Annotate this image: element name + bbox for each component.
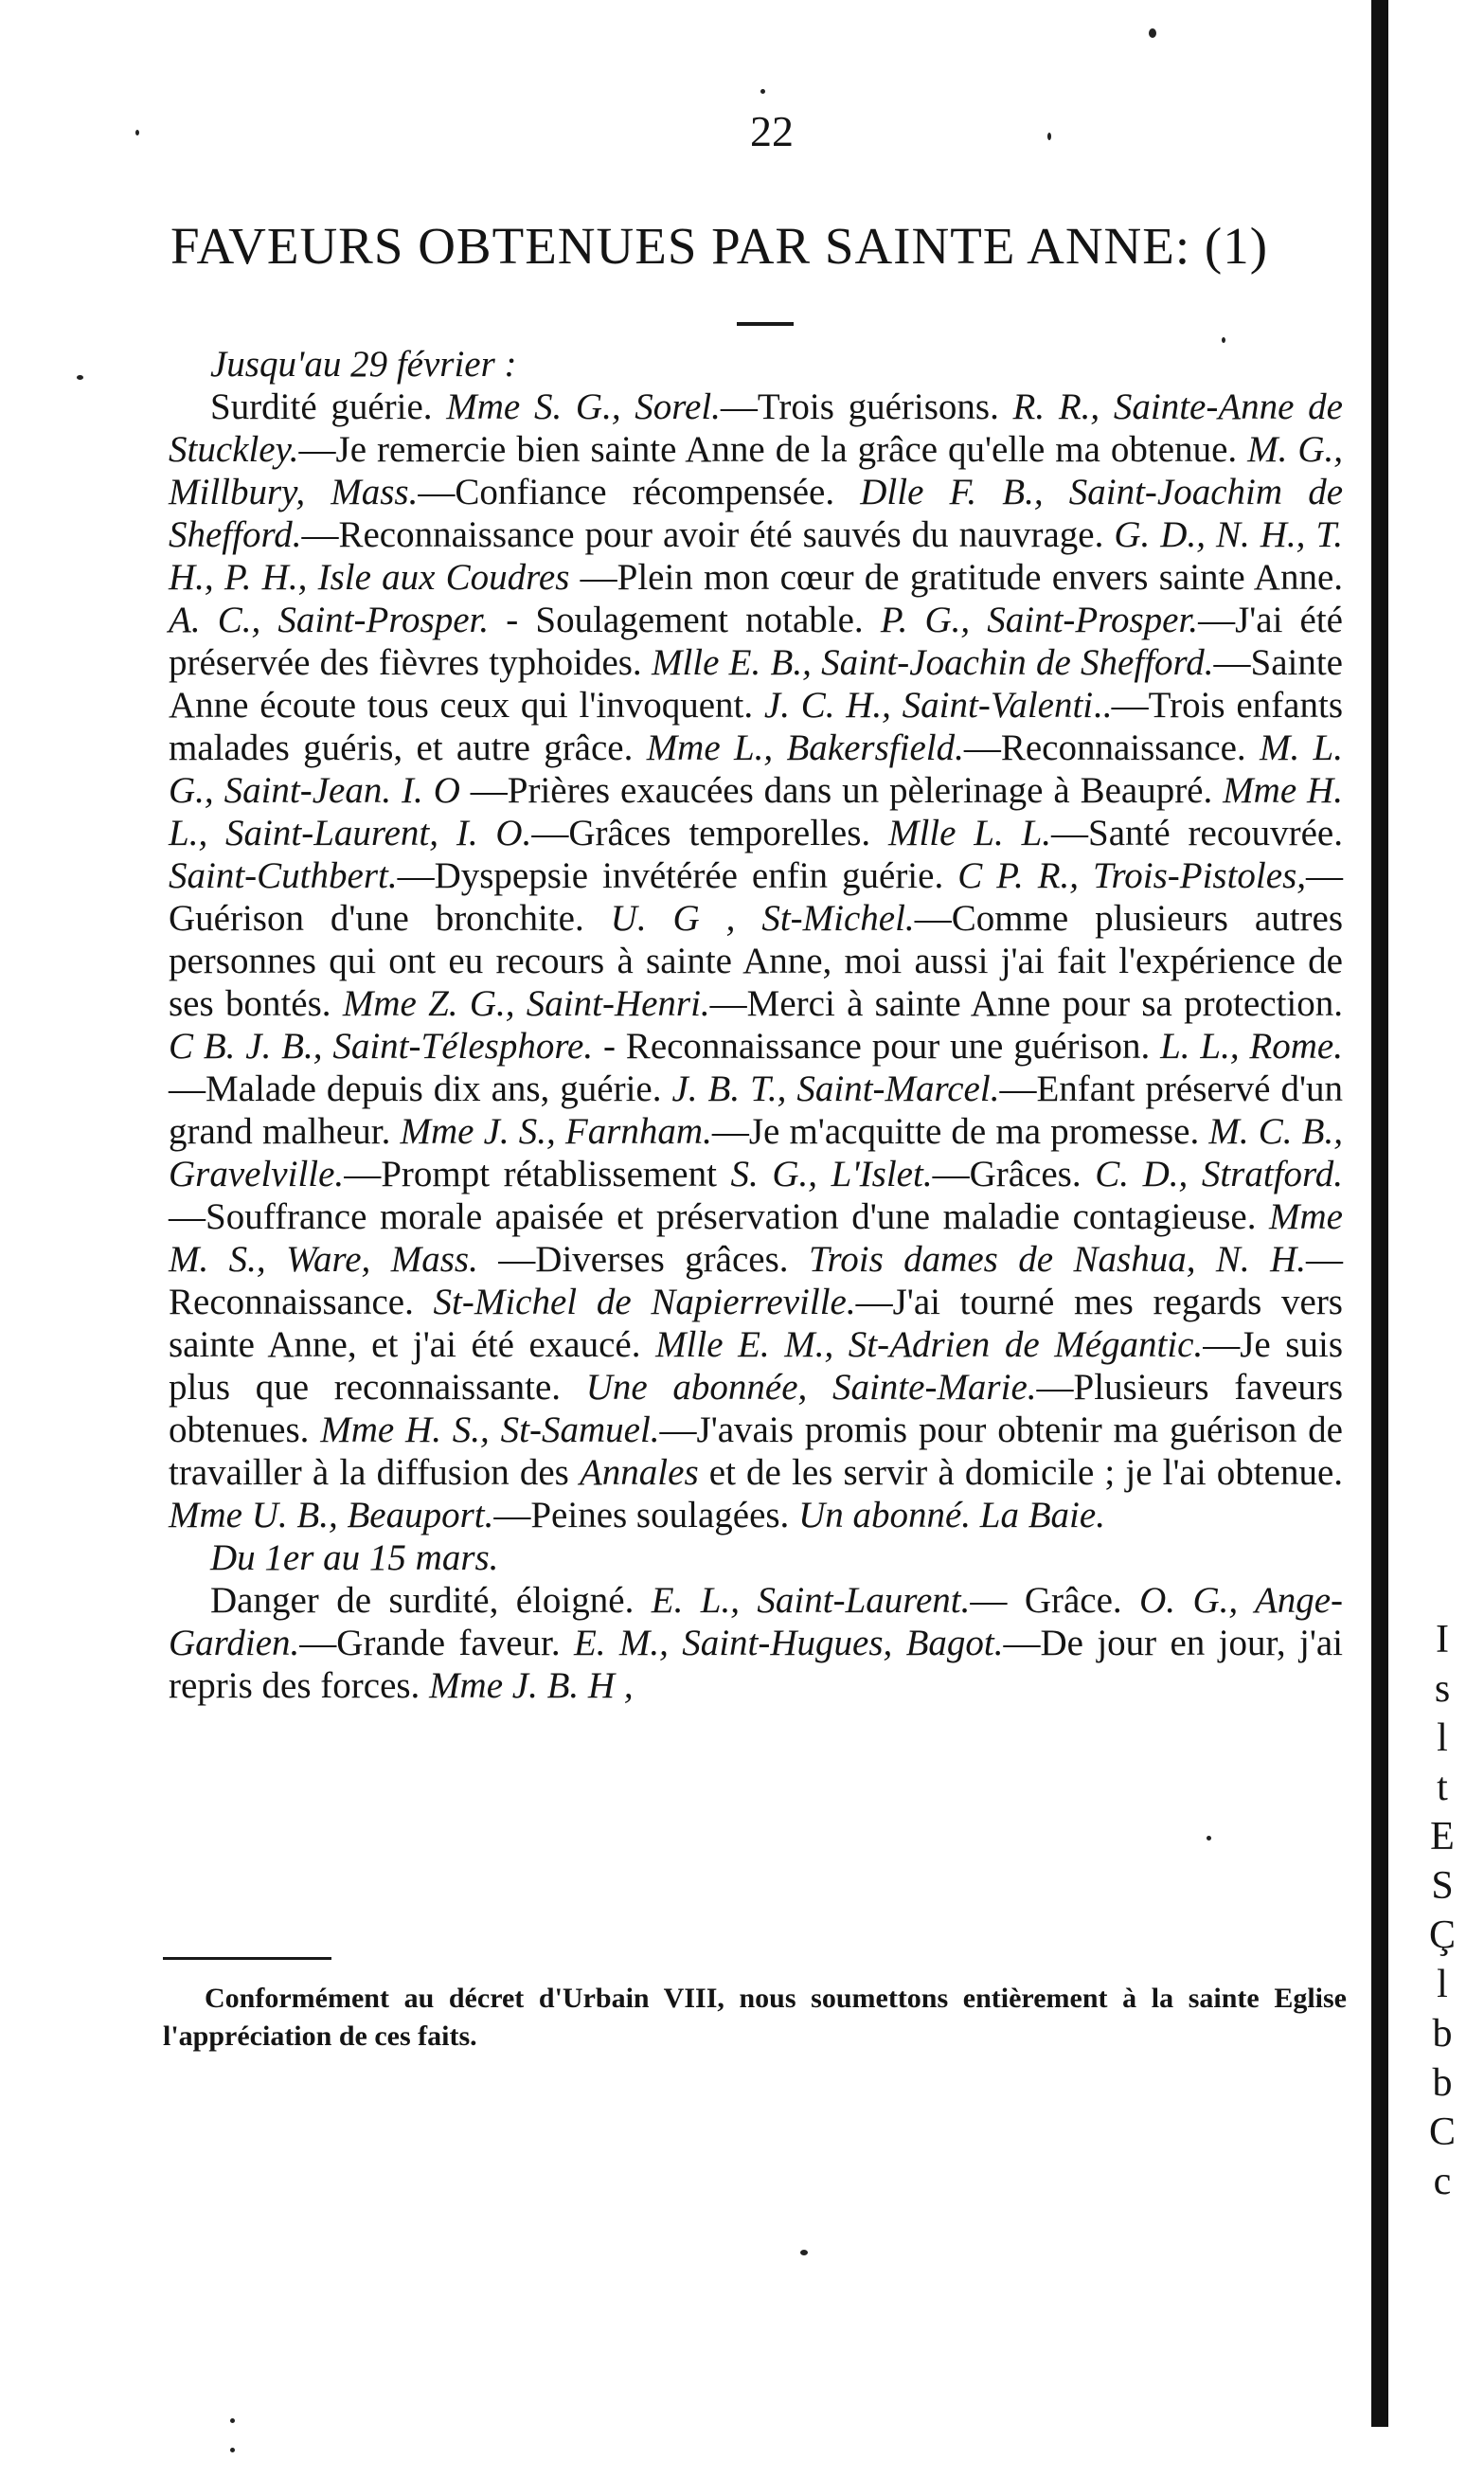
italic-attribution: C P. R., Trois-Pistoles,: [957, 855, 1306, 896]
print-speck: [230, 2448, 235, 2452]
italic-attribution: J. C. H., Saint-Valenti: [763, 685, 1094, 726]
italic-attribution: C B. J. B., Saint-Télesphore.: [169, 1026, 594, 1067]
text-run: —J'ai été préservée des fièvres typhoides.: [169, 600, 1343, 683]
italic-attribution: Dlle F. B., Saint-Joachim de Shefford.: [169, 472, 1344, 555]
italic-attribution: Une abonnée, Sainte-Marie.: [585, 1367, 1037, 1408]
print-speck: [77, 375, 83, 380]
text-run: —Enfant préservé d'un grand malheur.: [169, 1068, 1343, 1152]
text-run: —Souffrance morale apaisée et préservation d'une maladie contagieuse.: [169, 1196, 1270, 1237]
text-run: —Santé recouvrée.: [1051, 813, 1343, 853]
heading-dash: [737, 322, 794, 326]
italic-attribution: P. G., Saint-Prosper.: [880, 600, 1199, 640]
italic-attribution: Mme H. S., St-Samuel.: [320, 1410, 660, 1450]
text-run: —J'avais promis pour obtenir ma guérison de travailler à la diffusion des: [169, 1410, 1343, 1493]
italic-attribution: Trois dames de Nashua, N. H.: [808, 1239, 1307, 1280]
footnote-rule: [163, 1957, 331, 1960]
text-run: —Merci à sainte Anne pour sa protection.: [709, 983, 1343, 1024]
favours-list: [169, 343, 1343, 1707]
text-run: —Grâces temporelles.: [531, 813, 888, 853]
print-speck: [1047, 133, 1051, 140]
print-speck: [760, 89, 765, 94]
italic-attribution: E. L., Saint-Laurent.: [651, 1580, 971, 1621]
italic-attribution: L. L., Rome.: [1160, 1026, 1343, 1067]
italic-attribution: G. D., N. H., T. H., P. H., Isle aux Coudres: [169, 514, 1343, 598]
italic-attribution: J. B. T., Saint-Marcel.: [671, 1068, 1000, 1109]
text-run: —De jour en jour, j'ai repris des forces.: [169, 1623, 1344, 1706]
italic-attribution: U. G , St-Michel.: [610, 898, 915, 939]
text-run: Surdité guérie.: [210, 386, 447, 427]
text-run: —Plein mon cœur de gratitude envers sainte Anne.: [569, 557, 1343, 598]
footnote: Conformément au décret d'Urbain VIII, nous soumettons entièrement à la sainte Eglise l'appréciation de ces faits.: [163, 1983, 1347, 2052]
margin-letter: b: [1432, 2012, 1453, 2056]
margin-letter: Ç: [1428, 1913, 1456, 1957]
text-run: —Reconnaissance pour avoir été sauvés du nauvrage.: [301, 514, 1115, 555]
italic-attribution: E. M., Saint-Hugues, Bagot.: [573, 1623, 1004, 1663]
italic-attribution: Mme M. S., Ware, Mass.: [169, 1196, 1343, 1280]
text-run: —Diverses grâces.: [477, 1239, 809, 1280]
text-run: —Trois guérisons.: [720, 386, 1013, 427]
italic-attribution: St-Michel de Napierreville.: [433, 1282, 856, 1322]
italic-attribution: C. D., Stratford.: [1095, 1154, 1344, 1194]
date-range-feb: Jusqu'au 29 février :: [210, 344, 517, 385]
text-run: et de les servir à domicile ; je l'ai obtenue.: [698, 1452, 1344, 1493]
text-run: — Grâce.: [970, 1580, 1140, 1621]
margin-letter: b: [1432, 2061, 1453, 2105]
text-run: —Peines soulagées.: [493, 1495, 799, 1535]
paragraph-march: [169, 1579, 1343, 1707]
italic-attribution: O. G., Ange-Gardien.: [169, 1580, 1343, 1663]
text-run: —Comme plusieurs autres personnes qui ont eu recours à sainte Anne, moi aussi j'ai fait l'expérience de ses bontés.: [169, 898, 1344, 1024]
margin-letter: t: [1437, 1766, 1448, 1809]
italic-attribution: Mlle E. M., St-Adrien de Mégantic.: [655, 1324, 1204, 1365]
margin-letter: l: [1437, 1963, 1448, 2006]
italic-attribution: S. G., L'Islet.: [730, 1154, 933, 1194]
print-speck: [800, 2250, 808, 2255]
italic-attribution: Mme S. G., Sorel.: [446, 386, 721, 427]
paragraph-february: [169, 386, 1343, 1536]
italic-attribution: R. R., Sainte-Anne de Stuckley.: [169, 386, 1343, 470]
italic-attribution: Mme H. L., Saint-Laurent, I. O.: [169, 770, 1343, 853]
text-run: —Guérison d'une bronchite.: [169, 855, 1343, 939]
text-run: Danger de surdité, éloigné.: [210, 1580, 652, 1621]
text-run: —Sainte Anne écoute tous ceux qui l'invoquent.: [169, 642, 1343, 726]
text-run: —Prières exaucées dans un pèlerinage à Beaupré.: [459, 770, 1224, 811]
margin-letter: l: [1437, 1716, 1448, 1760]
adjacent-page-margin-letters: [1426, 1615, 1458, 2206]
italic-attribution: Annales: [579, 1452, 699, 1493]
italic-attribution: Mlle E. B., Saint-Joachin de Shefford.: [651, 642, 1214, 683]
print-speck: [1207, 1836, 1211, 1841]
margin-letter: S: [1431, 1864, 1454, 1908]
text-run: —Prompt rétablissement: [344, 1154, 731, 1194]
text-run: —Dyspepsie invétérée enfin guérie.: [397, 855, 958, 896]
margin-letter: C: [1428, 2110, 1456, 2154]
text-run: - Reconnaissance pour une guérison.: [593, 1026, 1161, 1067]
text-run: —Je suis plus que reconnaissante.: [169, 1324, 1343, 1408]
page-number: 22: [750, 107, 794, 155]
italic-attribution: Mme L., Bakersfield.: [646, 727, 964, 768]
text-run: —J'ai tourné mes regards vers sainte Anne, et j'ai été exaucé.: [169, 1282, 1343, 1365]
italic-attribution: Mme J. S., Farnham.: [400, 1111, 712, 1152]
section-heading: FAVEURS OBTENUES PAR SAINTE ANNE: (1): [170, 217, 1269, 275]
text-run: —Grâces.: [932, 1154, 1096, 1194]
print-speck: [135, 130, 139, 135]
print-speck: [1222, 337, 1225, 343]
italic-attribution: Mlle L. L.: [887, 813, 1052, 853]
text-run: —Je remercie bien sainte Anne de la grâce qu'elle ma obtenue.: [298, 429, 1248, 470]
italic-attribution: M. L. G., Saint-Jean. I. O: [169, 727, 1343, 811]
italic-attribution: Mme Z. G., Saint-Henri.: [342, 983, 710, 1024]
italic-attribution: Mme U. B., Beauport.: [169, 1495, 494, 1535]
italic-attribution: M. C. B., Gravelville.: [169, 1111, 1343, 1194]
book-gutter-edge: [1371, 0, 1388, 2427]
text-run: —Confiance récompensée.: [418, 472, 861, 512]
margin-letter: E: [1430, 1815, 1455, 1858]
italic-attribution: Un abonné. La Baie.: [798, 1495, 1105, 1535]
date-range-march: Du 1er au 15 mars.: [210, 1537, 499, 1578]
text-run: —Je m'acquitte de ma promesse.: [711, 1111, 1209, 1152]
margin-letter: c: [1433, 2160, 1452, 2203]
italic-attribution: M. G., Millbury, Mass.: [169, 429, 1343, 512]
text-run: —Reconnaissance.: [169, 1239, 1344, 1322]
italic-attribution: Saint-Cuthbert.: [169, 855, 398, 896]
print-speck: [230, 2418, 235, 2423]
text-run: - Soulagement notable.: [489, 600, 881, 640]
italic-attribution: A. C., Saint-Prosper.: [169, 600, 490, 640]
margin-letter: I: [1436, 1618, 1449, 1661]
margin-letter: s: [1434, 1667, 1451, 1711]
text-run: —Plusieurs faveurs obtenues.: [169, 1367, 1343, 1450]
italic-attribution: Mme J. B. H ,: [429, 1665, 634, 1706]
text-run: —Grande faveur.: [299, 1623, 574, 1663]
text-run: —Malade depuis dix ans, guérie.: [169, 1068, 672, 1109]
text-run: ..—Trois enfants malades guéris, et autre grâce.: [169, 685, 1343, 768]
text-run: —Reconnaissance.: [963, 727, 1260, 768]
print-speck: [1149, 28, 1156, 38]
